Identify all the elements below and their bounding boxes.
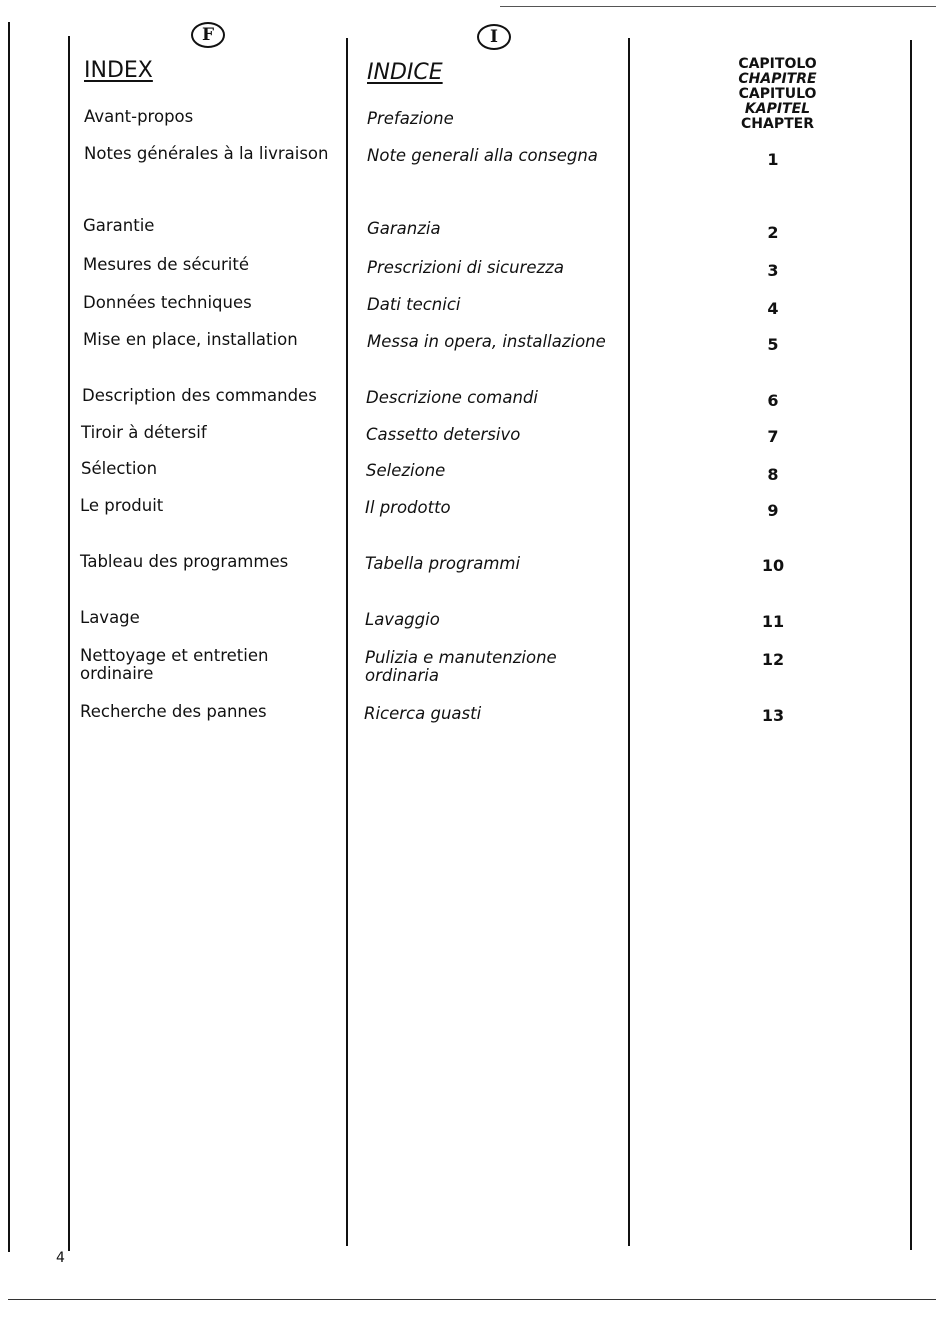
column-divider-fr-it [346, 38, 348, 1246]
index-entry-fr: Tiroir à détersif [81, 423, 207, 442]
index-entry-fr: Mise en place, installation [83, 330, 298, 349]
index-entry-fr: Description des commandes [82, 386, 317, 405]
index-entry-it: Il prodotto [365, 498, 451, 517]
chapter-label-de: KAPITEL [744, 101, 811, 117]
page-number: 4 [56, 1250, 65, 1266]
italian-language-badge: I [477, 24, 511, 50]
top-edge-line [500, 6, 936, 7]
index-entry-it: Messa in opera, installazione [367, 332, 606, 351]
index-entry-fr: Tableau des programmes [80, 552, 289, 571]
chapter-number: 1 [767, 150, 779, 169]
chapter-label-en: CHAPTER [741, 116, 814, 132]
index-entry-fr: Nettoyage et entretien ordinaire [80, 646, 269, 683]
chapter-label-it: CAPITOLO [738, 56, 817, 72]
index-entry-fr: Avant-propos [84, 107, 194, 126]
index-entry-fr: Notes générales à la livraison [84, 144, 329, 163]
index-entry-it: Prefazione [367, 109, 454, 128]
index-entry-it: Pulizia e manutenzione ordinaria [365, 648, 557, 685]
index-entry-it: Tabella programmi [365, 554, 521, 573]
chapter-label-fr: CHAPITRE [738, 71, 817, 87]
chapter-number: 3 [767, 261, 779, 280]
chapter-number: 2 [767, 223, 779, 242]
french-index-heading: INDEX [84, 58, 153, 83]
index-entry-it: Descrizione comandi [366, 388, 538, 407]
index-entry-it: Lavaggio [365, 610, 440, 629]
index-entry-fr: Mesures de sécurité [83, 255, 249, 274]
index-entry-fr: Recherche des pannes [80, 702, 267, 721]
chapter-number: 9 [767, 501, 779, 520]
index-entry-it: Ricerca guasti [364, 704, 482, 723]
chapter-number: 12 [761, 650, 785, 669]
index-entry-fr: Données techniques [83, 293, 252, 312]
right-margin-line [910, 40, 912, 1250]
chapter-number: 10 [761, 556, 785, 575]
french-language-badge: F [191, 22, 225, 48]
index-entry-it: Dati tecnici [367, 295, 461, 314]
index-entry-it: Cassetto detersivo [366, 425, 521, 444]
chapter-number: 7 [767, 427, 779, 446]
bottom-edge-line [8, 1299, 936, 1300]
index-entry-it: Prescrizioni di sicurezza [367, 258, 564, 277]
index-entry-it: Garanzia [367, 219, 441, 238]
italian-index-heading: INDICE [367, 60, 443, 85]
chapter-number: 5 [767, 335, 779, 354]
index-entry-fr: Sélection [81, 459, 158, 478]
index-entry-fr: Lavage [80, 608, 140, 627]
chapter-number: 13 [761, 706, 785, 725]
index-entry-it: Note generali alla consegna [367, 146, 598, 165]
chapter-number: 6 [767, 391, 779, 410]
left-margin-line [8, 22, 10, 1252]
column-divider-it-chapter [628, 38, 630, 1246]
index-entry-fr: Le produit [80, 496, 164, 515]
column-divider-fr-left [68, 36, 70, 1251]
chapter-number: 8 [767, 465, 779, 484]
index-entry-it: Selezione [366, 461, 446, 480]
chapter-number: 4 [767, 299, 779, 318]
chapter-label-es: CAPITULO [738, 86, 817, 102]
index-entry-fr: Garantie [83, 216, 155, 235]
chapter-number: 11 [761, 612, 785, 631]
